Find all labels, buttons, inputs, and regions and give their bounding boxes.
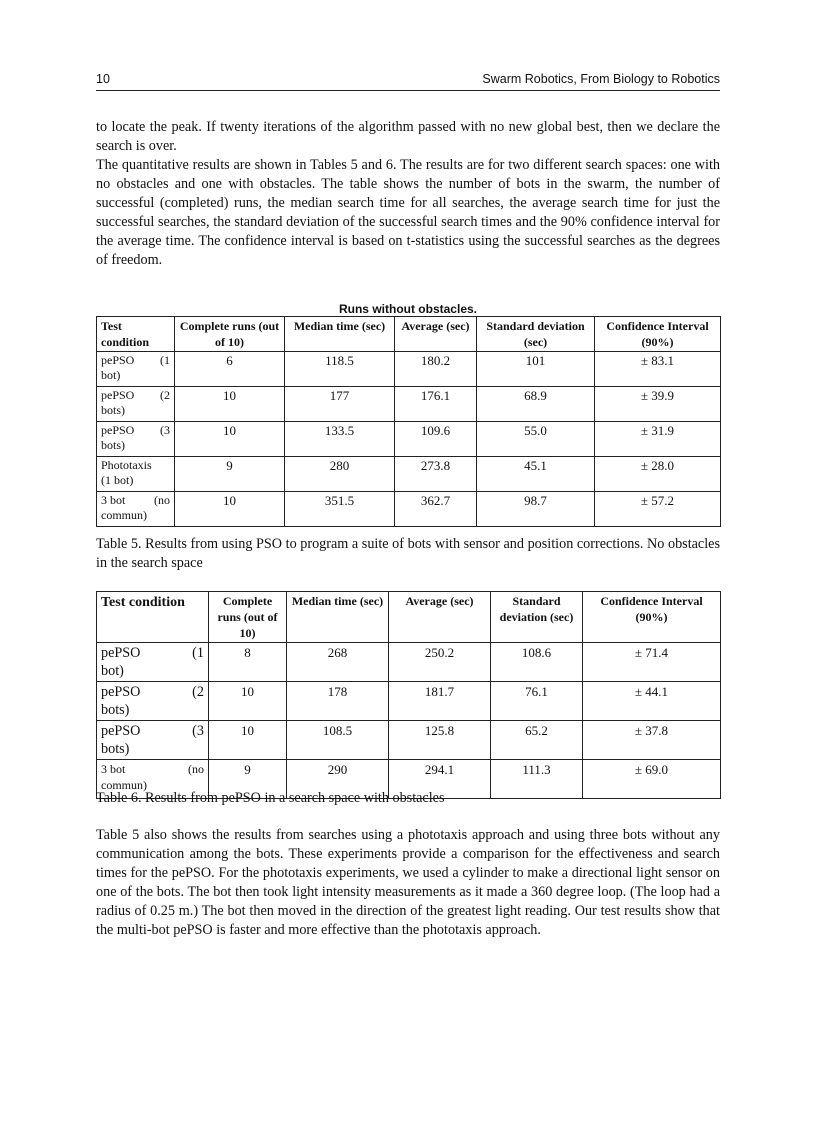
condition-part: pePSO — [101, 353, 135, 367]
cell-ci: ± 31.9 — [595, 422, 721, 457]
cell-average: 125.8 — [389, 721, 491, 760]
table5-header-row — [97, 317, 721, 352]
condition-part: commun) — [101, 508, 147, 522]
table5-title: Runs without obstacles. — [338, 302, 477, 316]
condition-part: (no — [188, 762, 204, 776]
table6-caption: Table 6. Results from pePSO in a search space with obstacles — [96, 790, 445, 806]
condition-part: bot) — [101, 663, 124, 679]
table-row — [97, 682, 721, 721]
cell-ci: ± 57.2 — [595, 492, 721, 527]
cell-ci: ± 39.9 — [595, 387, 721, 422]
condition-line — [101, 458, 170, 473]
cell-median: 290 — [287, 760, 389, 799]
table5-header-cell: Confidence Interval (90%) — [595, 317, 721, 352]
condition-part: (2 — [192, 684, 204, 700]
cell-std: 98.7 — [477, 492, 595, 527]
running-header — [96, 72, 720, 91]
test-condition-cell — [97, 387, 175, 422]
intro-paragraph: to locate the peak. If twenty iterations of the algorithm passed with no new global best, then we declare the search is over. — [96, 119, 720, 154]
test-condition-cell — [97, 682, 209, 721]
table-row — [97, 422, 721, 457]
test-condition-cell — [97, 457, 175, 492]
cell-average: 362.7 — [395, 492, 477, 527]
condition-line — [101, 722, 204, 740]
table6-header-row — [97, 592, 721, 643]
condition-part: (3 — [160, 423, 170, 437]
cell-median: 108.5 — [287, 721, 389, 760]
table-row — [97, 457, 721, 492]
cell-complete: 6 — [175, 352, 285, 387]
table5-caption: Table 5. Results from using PSO to program a suite of bots with sensor and position corrections. No obstacles in the search space — [96, 536, 720, 571]
table6-header-cell: Complete runs (out of 10) — [209, 592, 287, 643]
cell-std: 65.2 — [491, 721, 583, 760]
condition-line — [101, 644, 204, 662]
table5-header-cell: Complete runs (out of 10) — [175, 317, 285, 352]
test-condition-cell — [97, 492, 175, 527]
test-condition-cell — [97, 422, 175, 457]
cell-average: 273.8 — [395, 457, 477, 492]
cell-average: 294.1 — [389, 760, 491, 799]
condition-part: (1 — [160, 353, 170, 367]
table5-header-cell: Average (sec) — [395, 317, 477, 352]
table6-header-cell: Test condition — [97, 592, 209, 643]
condition-part: (1 — [192, 645, 204, 661]
condition-line — [101, 423, 170, 438]
condition-part: Phototaxis — [101, 458, 152, 472]
cell-average: 181.7 — [389, 682, 491, 721]
cell-median: 118.5 — [285, 352, 395, 387]
condition-line — [101, 683, 204, 701]
condition-part: pePSO — [101, 645, 141, 661]
condition-part: commun) — [101, 778, 147, 792]
condition-line — [101, 493, 170, 508]
condition-part: (2 — [160, 388, 170, 402]
condition-part: pePSO — [101, 723, 141, 739]
table6-header-cell: Standard deviation (sec) — [491, 592, 583, 643]
cell-complete: 10 — [175, 422, 285, 457]
table5-header-cell: Median time (sec) — [285, 317, 395, 352]
cell-complete: 9 — [175, 457, 285, 492]
condition-part: bots) — [101, 403, 125, 417]
cell-ci: ± 83.1 — [595, 352, 721, 387]
table6-header-cell: Average (sec) — [389, 592, 491, 643]
cell-average: 250.2 — [389, 643, 491, 682]
cell-std: 111.3 — [491, 760, 583, 799]
table5-header-cell: Test condition — [97, 317, 175, 352]
closing-paragraph: Table 5 also shows the results from searches using a phototaxis approach and using three bots without any communication among the bots. These experiments provide a comparison for the effectiveness and search times for the pePSO. For the phototaxis experiments, we used a cylinder to make a directional light sensor on one of the bots. The bot then took light intensity measurements as it made a 360 degree loop. (The loop had a radius of 0.25 m.) The bot then moved in the direction of the greatest light reading. Our test results show that the multi-bot pePSO is faster and more effective than the phototaxis approach. — [96, 827, 720, 938]
condition-part: pePSO — [101, 388, 135, 402]
condition-part: 3 bot — [101, 762, 126, 776]
cell-median: 280 — [285, 457, 395, 492]
cell-average: 180.2 — [395, 352, 477, 387]
condition-part: (1 bot) — [101, 473, 134, 487]
table5-header-cell: Standard deviation (sec) — [477, 317, 595, 352]
cell-ci: ± 44.1 — [583, 682, 721, 721]
table-row — [97, 352, 721, 387]
cell-median: 178 — [287, 682, 389, 721]
cell-average: 109.6 — [395, 422, 477, 457]
condition-part: bots) — [101, 702, 130, 718]
cell-complete: 10 — [175, 387, 285, 422]
page-number: 10 — [96, 72, 110, 86]
cell-ci: ± 28.0 — [595, 457, 721, 492]
cell-complete: 9 — [209, 760, 287, 799]
results-paragraph: The quantitative results are shown in Tables 5 and 6. The results are for two different search spaces: one with no obstacles and one with obstacles. The table shows the number of bots in the swarm, the number of successful (completed) runs, the median search time for all searches, the average search time for just the successful searches, the standard deviation of the successful search times and the 90% confidence interval for the average time. The confidence interval is based on t-statistics using the successful searches as the degrees of freedom. — [96, 157, 720, 268]
cell-average: 176.1 — [395, 387, 477, 422]
table6-header-cell: Median time (sec) — [287, 592, 389, 643]
condition-part: pePSO — [101, 423, 135, 437]
test-condition-cell — [97, 352, 175, 387]
test-condition-cell — [97, 721, 209, 760]
cell-median: 177 — [285, 387, 395, 422]
running-title: Swarm Robotics, From Biology to Robotics — [482, 72, 720, 86]
table6-header-cell: Confidence Interval (90%) — [583, 592, 721, 643]
cell-median: 351.5 — [285, 492, 395, 527]
table-row — [97, 721, 721, 760]
cell-ci: ± 69.0 — [583, 760, 721, 799]
condition-line — [101, 761, 204, 777]
table6 — [96, 591, 721, 799]
condition-part: 3 bot — [101, 493, 126, 507]
table-row — [97, 643, 721, 682]
condition-line — [101, 388, 170, 403]
table5 — [96, 316, 721, 527]
condition-part: bot) — [101, 368, 121, 382]
condition-part: (no — [154, 493, 170, 507]
condition-line — [101, 353, 170, 368]
condition-part: (3 — [192, 723, 204, 739]
table-row — [97, 492, 721, 527]
condition-part: pePSO — [101, 684, 141, 700]
table-row — [97, 387, 721, 422]
cell-complete: 10 — [175, 492, 285, 527]
test-condition-cell — [97, 643, 209, 682]
cell-median: 133.5 — [285, 422, 395, 457]
cell-std: 101 — [477, 352, 595, 387]
cell-ci: ± 37.8 — [583, 721, 721, 760]
cell-complete: 10 — [209, 682, 287, 721]
cell-ci: ± 71.4 — [583, 643, 721, 682]
condition-part: bots) — [101, 438, 125, 452]
cell-std: 76.1 — [491, 682, 583, 721]
cell-std: 108.6 — [491, 643, 583, 682]
cell-complete: 8 — [209, 643, 287, 682]
cell-std: 68.9 — [477, 387, 595, 422]
cell-std: 55.0 — [477, 422, 595, 457]
cell-complete: 10 — [209, 721, 287, 760]
cell-std: 45.1 — [477, 457, 595, 492]
condition-part: bots) — [101, 741, 130, 757]
cell-median: 268 — [287, 643, 389, 682]
